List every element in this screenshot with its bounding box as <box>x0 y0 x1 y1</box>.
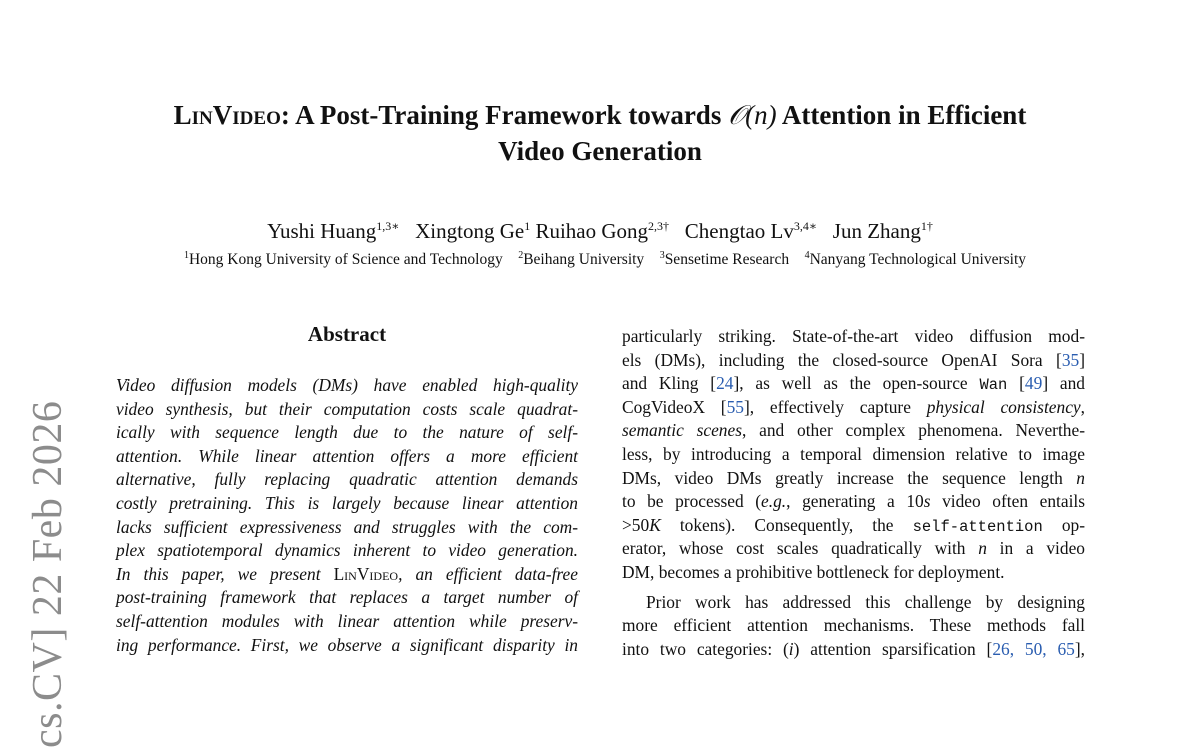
body-line: els (DMs), including the closed-source OpenAI Sora [35] <box>622 349 1085 370</box>
abstract-body <box>116 374 578 657</box>
author-name: Yushi Huang <box>267 219 377 243</box>
abstract-line: video synthesis, but their computation costs scale quadrat- <box>116 398 578 419</box>
author-name: Xingtong Ge <box>415 219 525 243</box>
title-line-1: LinVideo: A Post-Training Framework towards 𝒪(n) Attention in Efficient <box>173 100 1027 130</box>
abstract-line: Video diffusion models (DMs) have enabled high-quality <box>116 375 578 395</box>
body-line: >50K tokens). Consequently, the self-attention op- <box>622 514 1086 536</box>
affil-sup: 2 <box>518 250 524 261</box>
author-affil-sup: 2,3† <box>648 219 670 233</box>
author-affil-sup: 3,4∗ <box>793 219 818 233</box>
affiliation: Hong Kong University of Science and Technology <box>188 251 503 268</box>
body-line: particularly striking. State-of-the-art video diffusion mod- <box>622 326 1085 346</box>
affil-sup: 4 <box>804 250 810 261</box>
abstract-line: post-training framework that replaces a target number of <box>116 587 578 608</box>
body-line: to be processed (e.g., generating a 10s video often entails <box>622 491 1085 512</box>
body-line: more efficient attention mechanisms. These methods fall <box>622 615 1085 636</box>
abstract-line: attention. While linear attention offers a more efficient <box>116 445 578 466</box>
body-line: and Kling [24], as well as the open-source Wan [49] and <box>622 373 1085 395</box>
body-line: less, by introducing a temporal dimension relative to image <box>622 443 1085 464</box>
citation-link[interactable]: 24 <box>716 373 734 394</box>
title-line-2: Video Generation <box>498 136 702 166</box>
arxiv-side-stamp: cs.CV] 22 Feb 2026 <box>25 400 71 748</box>
body-line: erator, whose cost scales quadratically with n in a video <box>622 538 1085 559</box>
body-line: Prior work has addressed this challenge by designing <box>646 591 1085 612</box>
intro-body <box>622 325 1085 661</box>
abstract-line: costly pretraining. This is largely because linear attention <box>116 492 578 513</box>
affiliation-list <box>0 246 1200 270</box>
author-affil-sup: 1 <box>524 219 531 233</box>
author-list <box>0 212 1200 245</box>
body-line: DMs, video DMs greatly increase the sequence length n <box>622 467 1085 488</box>
abstract-line: lacks sufficient expressiveness and struggles with the com- <box>116 516 578 537</box>
body-line: CogVideoX [55], effectively capture physical consistency, <box>622 396 1085 417</box>
abstract-line: ically with sequence length due to the nature of self- <box>116 422 578 443</box>
author-name: Chengtao Lv <box>684 219 794 243</box>
body-line: DM, becomes a prohibitive bottleneck for deployment. <box>622 561 1005 582</box>
author-name: Ruihao Gong <box>535 219 649 243</box>
abstract-line: plex spatiotemporal dynamics inherent to video generation. <box>116 540 578 561</box>
citation-link[interactable]: 55 <box>726 396 744 417</box>
citation-link[interactable]: 26, 50, 65 <box>992 638 1075 659</box>
body-line: into two categories: (i) attention sparsification [26, 50, 65], <box>622 638 1086 659</box>
citation-link[interactable]: 49 <box>1024 373 1043 394</box>
abstract-line: ing performance. First, we observe a significant disparity in <box>116 634 578 655</box>
author-name: Jun Zhang <box>832 219 921 243</box>
author-affil-sup: 1,3∗ <box>376 219 400 233</box>
abstract-line: alternative, fully replacing quadratic attention demands <box>116 469 578 490</box>
abstract-heading: Abstract <box>307 322 387 346</box>
paper-title <box>0 97 1200 169</box>
author-affil-sup: 1† <box>920 219 933 233</box>
affil-sup: 1 <box>183 250 189 261</box>
abstract-line: self-attention modules with linear attention while preserv- <box>116 610 578 631</box>
affil-sup: 3 <box>659 250 665 261</box>
affiliation: Sensetime Research <box>664 251 790 268</box>
affiliation: Beihang University <box>523 251 645 268</box>
citation-link[interactable]: 35 <box>1061 349 1080 370</box>
body-line: semantic scenes, and other complex phenomena. Neverthe- <box>622 420 1085 441</box>
abstract-line: In this paper, we present LinVideo, an efficient data-free <box>116 563 578 584</box>
affiliation: Nanyang Technological University <box>809 251 1027 268</box>
